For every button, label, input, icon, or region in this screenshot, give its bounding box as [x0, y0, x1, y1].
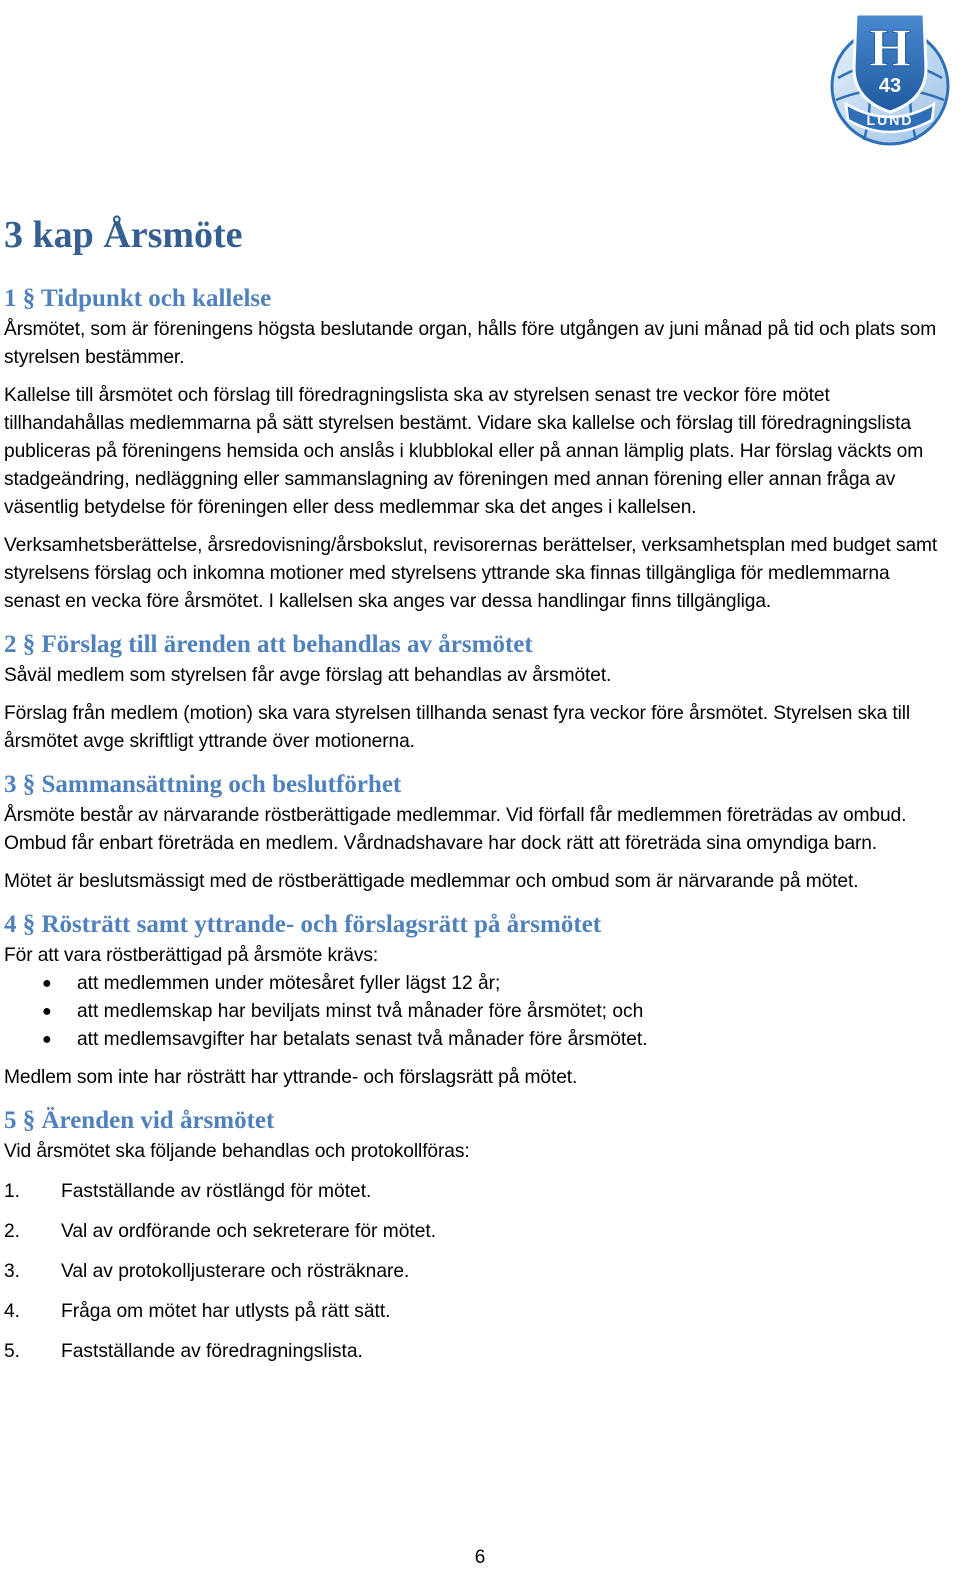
bullet-icon: ● — [42, 975, 52, 992]
section-heading: 4 § Rösträtt samt yttrande- och förslagsrätt på årsmötet — [4, 911, 602, 938]
section-heading: 1 § Tidpunkt och kallelse — [4, 285, 272, 312]
section-heading: 3 § Sammansättning och beslutförhet — [4, 771, 402, 798]
list-item: ● att medlemsavgifter har betalats senast två månader före årsmötet. — [4, 1026, 950, 1054]
svg-text:43: 43 — [878, 75, 902, 97]
list-item: ● att medlemmen under mötesåret fyller lägst 12 år; — [4, 970, 950, 998]
svg-text:LUND: LUND — [866, 112, 914, 128]
section-5 — [4, 1104, 950, 1366]
bullet-icon: ● — [42, 1003, 52, 1020]
list-item: 4. Fråga om mötet har utlysts på rätt sätt. — [4, 1301, 391, 1322]
paragraph: Kallelse till årsmötet och förslag till föredragningslista ska av styrelsen senast tre veckor före mötet tillhandahållas medlemmarna på sätt styrelsen bestämt. Vidare ska kallelse och förslag till föredragningslista publiceras på föreningens hemsida och anslås i klubblokal eller på annan lämplig plats. Har förslag väckts om stadgeändring, nedläggning eller sammanslagning av föreningen med annan förening eller annan fråga av väsentlig betydelse för föreningen eller dess medlemmar ska det anges i kallelsen. — [4, 385, 924, 518]
paragraph: Förslag från medlem (motion) ska vara styrelsen tillhanda senast fyra veckor före årsmötet. Styrelsen ska till årsmötet avge skriftligt yttrande över motionerna. — [4, 703, 911, 752]
paragraph: Verksamhetsberättelse, årsredovisning/årsbokslut, revisorernas berättelser, verksamhetsplan med budget samt styrelsens förslag och inkomna motioner med styrelsens yttrande ska finnas tillgängliga för medlemmarna senast en vecka före årsmötet. I kallelsen ska anges var dessa handlingar finns tillgängliga. — [4, 535, 938, 612]
paragraph: Årsmötet, som är föreningens högsta beslutande organ, hålls före utgången av juni månad på tid och plats som styrelsen bestämmer. — [4, 319, 937, 368]
list-item: 2. Val av ordförande och sekreterare för mötet. — [4, 1221, 437, 1242]
paragraph: Årsmöte består av närvarande röstberättigade medlemmar. Vid förfall får medlemmen företrädas av ombud. Ombud får enbart företräda en medlem. Vårdnadshavare har dock rätt att företräda sina omyndiga barn. — [4, 805, 907, 854]
chapter-title: 3 kap Årsmöte — [4, 214, 243, 256]
section-1 — [4, 282, 950, 616]
section-heading: 2 § Förslag till ärenden att behandlas av årsmötet — [4, 631, 533, 658]
section-2 — [4, 628, 950, 756]
paragraph: Medlem som inte har rösträtt har yttrande- och förslagsrätt på mötet. — [4, 1067, 578, 1088]
chapter-content — [4, 282, 950, 1366]
section-3 — [4, 768, 950, 896]
section-heading: 5 § Ärenden vid årsmötet — [4, 1107, 275, 1134]
list-item: 5. Fastställande av föredragningslista. — [4, 1341, 363, 1362]
svg-text:H: H — [868, 18, 912, 78]
list-item: ● att medlemskap har beviljats minst två månader före årsmötet; och — [4, 998, 950, 1026]
paragraph: Vid årsmötet ska följande behandlas och protokollföras: — [4, 1141, 470, 1162]
agenda-list — [4, 1178, 950, 1366]
list-item: 3. Val av protokolljusterare och rösträknare. — [4, 1261, 410, 1282]
page-number: 6 — [474, 1547, 486, 1568]
section-4 — [4, 908, 950, 1092]
paragraph: Såväl medlem som styrelsen får avge förslag att behandlas av årsmötet. — [4, 665, 612, 686]
requirements-list — [4, 970, 950, 1054]
bullet-icon: ● — [42, 1031, 52, 1048]
paragraph: Mötet är beslutsmässigt med de röstberättigade medlemmar och ombud som är närvarande på mötet. — [4, 871, 859, 892]
h43-lund-logo-icon — [828, 8, 952, 150]
paragraph: För att vara röstberättigad på årsmöte krävs: — [4, 945, 379, 966]
list-item: 1. Fastställande av röstlängd för mötet. — [4, 1181, 372, 1202]
club-logo — [828, 8, 952, 150]
